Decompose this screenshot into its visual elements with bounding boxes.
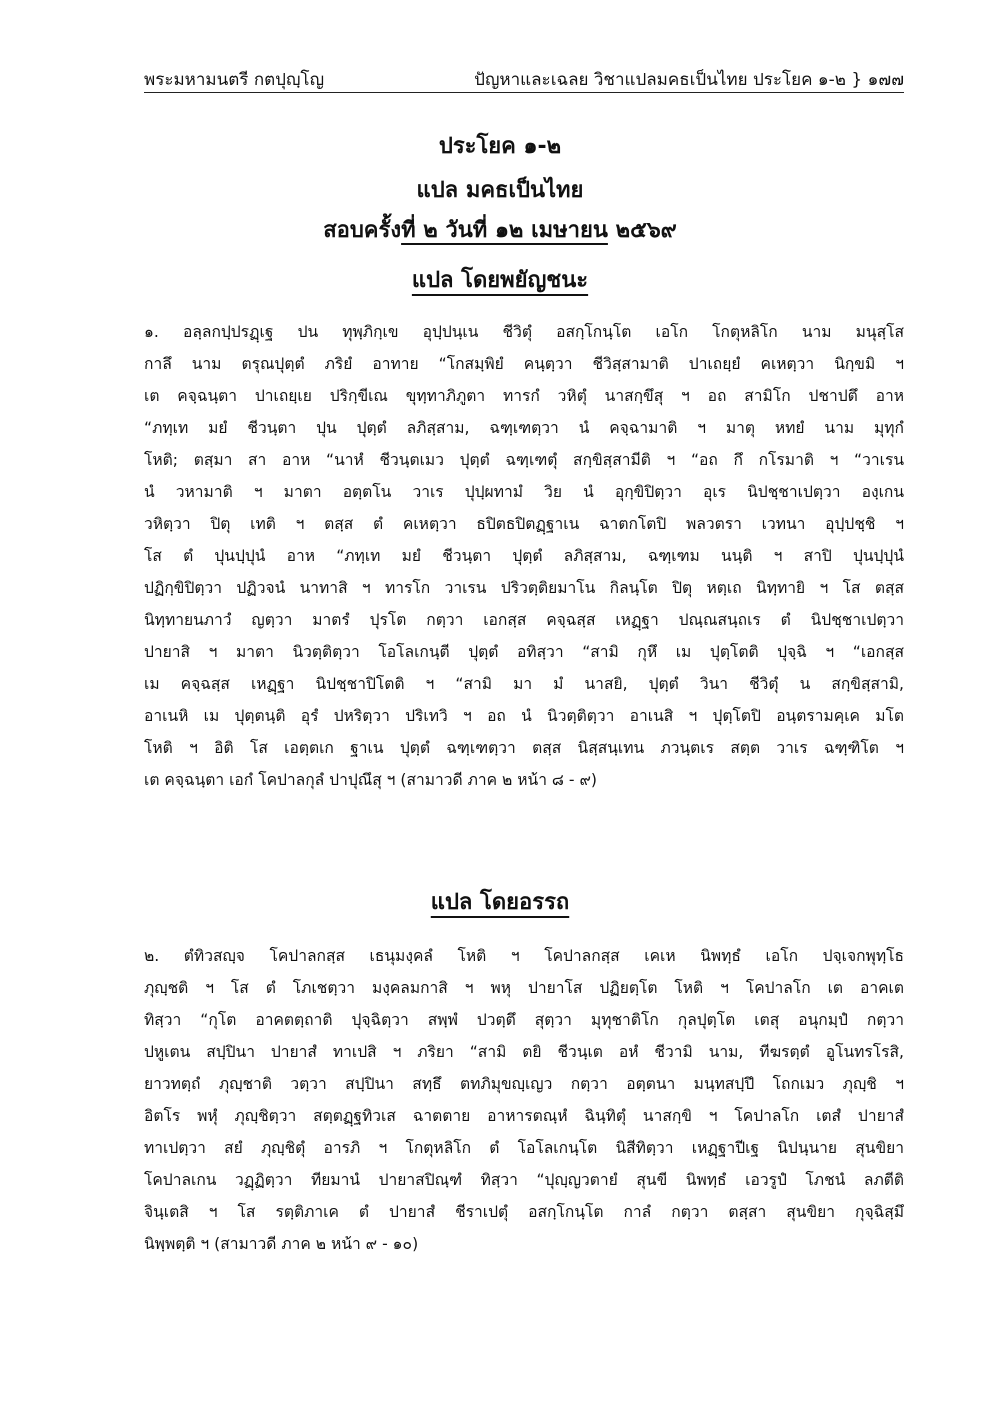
text-line: นิทฺทายนภาวํ ญตฺวา มาตรํ ปุรโต กตฺวา เอกสฺส คจฺฉสฺส เหฏฺฐา ปณฺณสนฺถเร ตํ นิปชฺชาเปตฺวา (144, 611, 904, 629)
exam-date-underlined: ที่ ๒ วันที่ ๑๒ เมษายน (401, 218, 608, 243)
text-line: ปฏิกฺขิปิตฺวา ปฏิวจนํ นาทาสิ ฯ ทารโก วาเรน ปริวตฺติยมาโน กิลนฺโต ปิตุ หตฺเถ นิทฺทายิ ฯ โส ตสฺส (144, 579, 904, 597)
text-line: โส ตํ ปุนปฺปุนํ อาห “ภทฺเท มยํ ชีวนฺตา ปุตฺตํ ลภิสฺสาม, ฉฑฺเฑม นนฺติ ฯ สาปิ ปุนปฺปุนํ (144, 547, 904, 565)
text-line: ภุญฺชติ ฯ โส ตํ โภเชตฺวา มงฺคลมกาสิ ฯ พหุ ปายาโส ปฏิยตฺโต โหติ ฯ โคปาลโก เต อาคเต (144, 979, 904, 997)
text-line: อาเนหิ เม ปุตฺตนฺติ อุรํ ปหริตฺวา ปริเทวิ ฯ อถ นํ นิวตฺติตฺวา อาเนสิ ฯ ปุตฺโตปิ อนฺตรามคฺเค มโต (144, 707, 904, 725)
header-author: พระมหามนตรี กตปุญฺโญ (144, 70, 325, 90)
text-line: โหติ ฯ อิติ โส เอตฺตเก ฐาเน ปุตฺตํ ฉฑฺเฑตฺวา ตสฺส นิสฺสนฺเทน ภวนฺตเร สตฺต วาเร ฉฑฺฑิโต ฯ (144, 739, 904, 757)
text-line: โคปาลเกน วฏฺฏิตฺวา ทียมานํ ปายาสปิณฺฑํ ทิสฺวา “ปุญฺญวตายํ สุนขี นิพทฺธํ เอวรูปํ โภชนํ ลภตีติ (144, 1171, 904, 1189)
text-line: อิตโร พหุํ ภุญฺชิตฺวา สตฺตฏฺฐทิวเส ฉาตตาย อาหารตณฺหํ ฉินฺทิตุํ นาสกฺขิ ฯ โคปาลโก เตสํ ปายาสํ (144, 1107, 904, 1125)
text-line: เต คจฺฉนฺตา ปาเถยฺเย ปริกฺขีเณ ขุทฺทาภิภูตา ทารกํ วหิตุํ นาสกฺขึสุ ฯ อถ สามิโก ปชาปตึ อาห (144, 387, 904, 405)
exam-level-title: ประโยค ๑-๒ (438, 134, 562, 159)
exam-subject-title: แปล มคธเป็นไทย (416, 178, 584, 203)
text-line: นํ วหามาติ ฯ มาตา อตฺตโน วาเร ปุปฺผทามํ วิย นํ อุกฺขิปิตฺวา อุเร นิปชฺชาเปตฺวา องฺเกน (144, 483, 904, 501)
text-line: ทาเปตฺวา สยํ ภุญฺชิตุํ อารภิ ฯ โกตุหลิโก ตํ โอโลเกนฺโต นิสีทิตฺวา เหฏฺฐาปีเฐ นิปนฺนาย สุนขิยา (144, 1139, 904, 1157)
text-line: เม คจฺฉสฺส เหฏฺฐา นิปชฺชาปิโตติ ฯ “สามิ มา มํ นาสยิ, ปุตฺตํ วินา ชีวิตุํ น สกฺขิสฺสามิ, (144, 675, 904, 693)
section-heading-meaning (0, 884, 1000, 919)
text-line: ๒. ตํทิวสญฺจ โคปาลกสฺส เธนุมงฺคลํ โหติ ฯ โคปาลกสฺส เคเห นิพทฺธํ เอโก ปจฺเจกพุทฺโธ (144, 947, 904, 965)
section-heading-meaning-text: แปล โดยอรรถ (430, 890, 570, 915)
text-line: “ภทฺเท มยํ ชีวนฺตา ปุน ปุตฺตํ ลภิสฺสาม, ฉฑฺเฑตฺวา นํ คจฺฉามาติ ฯ มาตุ หทยํ นาม มุทุกํ (144, 419, 904, 437)
text-line: ปายาสิ ฯ มาตา นิวตฺติตฺวา โอโลเกนฺตี ปุตฺตํ อทิสฺวา “สามิ กุหึ เม ปุตฺโตติ ปุจฺฉิ ฯ “เอกสฺส (144, 643, 904, 661)
header-book-title: ปัญหาและเฉลย วิชาแปลมคธเป็นไทย ประโยค ๑-๒ } ๑๗๗ (474, 70, 904, 90)
text-line: ๑. อลฺลกปฺปรฏฺเฐ ปน ทุพฺภิกฺเข อุปฺปนฺเน ชีวิตุํ อสกฺโกนฺโต เอโก โกตุหลิโก นาม มนุสฺโส (144, 323, 904, 341)
text-line: กาลึ นาม ตรุณปุตฺตํ ภริยํ อาทาย “โกสมฺพิยํ คนฺตฺวา ชีวิสฺสามาติ ปาเถยฺยํ คเหตฺวา นิกฺขมิ ฯ (144, 355, 904, 373)
text-line: จินฺเตสิ ฯ โส รตฺติภาเค ตํ ปายาสํ ชีราเปตุํ อสกฺโกนฺโต กาลํ กตฺวา ตสฺสา สุนขิยา กุจฺฉิสฺมึ (144, 1203, 904, 1221)
exam-date-year: ๒๕๖๙ (607, 218, 677, 243)
paragraph-meaning-translation (144, 940, 904, 1260)
section-heading-literal-text: แปล โดยพยัญชนะ (411, 268, 589, 293)
exam-date-prefix: สอบครั้ง (323, 218, 402, 243)
text-line: นิพฺพตฺติ ฯ (สามาวดี ภาค ๒ หน้า ๙ - ๑๐) (144, 1235, 419, 1253)
text-line: โหติ; ตสฺมา สา อาห “นาหํ ชีวนฺตเมว ปุตฺตํ ฉฑฺเฑตุํ สกฺขิสฺสามีติ ฯ “อถ กึ กโรมาติ ฯ “วาเรน (144, 451, 904, 469)
text-line: ทิสฺวา “กุโต อาคตตฺถาติ ปุจฺฉิตฺวา สพฺพํ ปวตฺตึ สุตฺวา มุทุชาติโก กุลปุตฺโต เตสุ อนุกมฺปํ กตฺวา (144, 1011, 904, 1029)
paragraph-literal-translation (144, 316, 904, 796)
section-heading-literal (0, 262, 1000, 297)
text-line: ปหูเตน สปฺปินา ปายาสํ ทาเปสิ ฯ ภริยา “สามิ ตยิ ชีวนฺเต อหํ ชีวามิ นาม, ทีฆรตฺตํ อูโนทรโรสิ, (144, 1043, 904, 1061)
text-line: วหิตฺวา ปิตุ เทติ ฯ ตสฺส ตํ คเหตฺวา ธปิตธปิตฏฺฐาเน ฉาตกโตปิ พลวตรา เวทนา อุปฺปชฺชิ ฯ (144, 515, 904, 533)
text-line: เต คจฺฉนฺตา เอกํ โคปาลกุลํ ปาปุณึสุ ฯ (สามาวดี ภาค ๒ หน้า ๘ - ๙) (144, 771, 597, 789)
text-line: ยาวทตฺถํ ภุญฺชาติ วตฺวา สปฺปินา สทฺธึ ตทภิมุขญฺเญว กตฺวา อตฺตนา มนฺทสปฺปึ โถกเมว ภุญฺชิ ฯ (144, 1075, 904, 1093)
exam-date-title (0, 212, 1000, 247)
running-header (144, 66, 904, 93)
